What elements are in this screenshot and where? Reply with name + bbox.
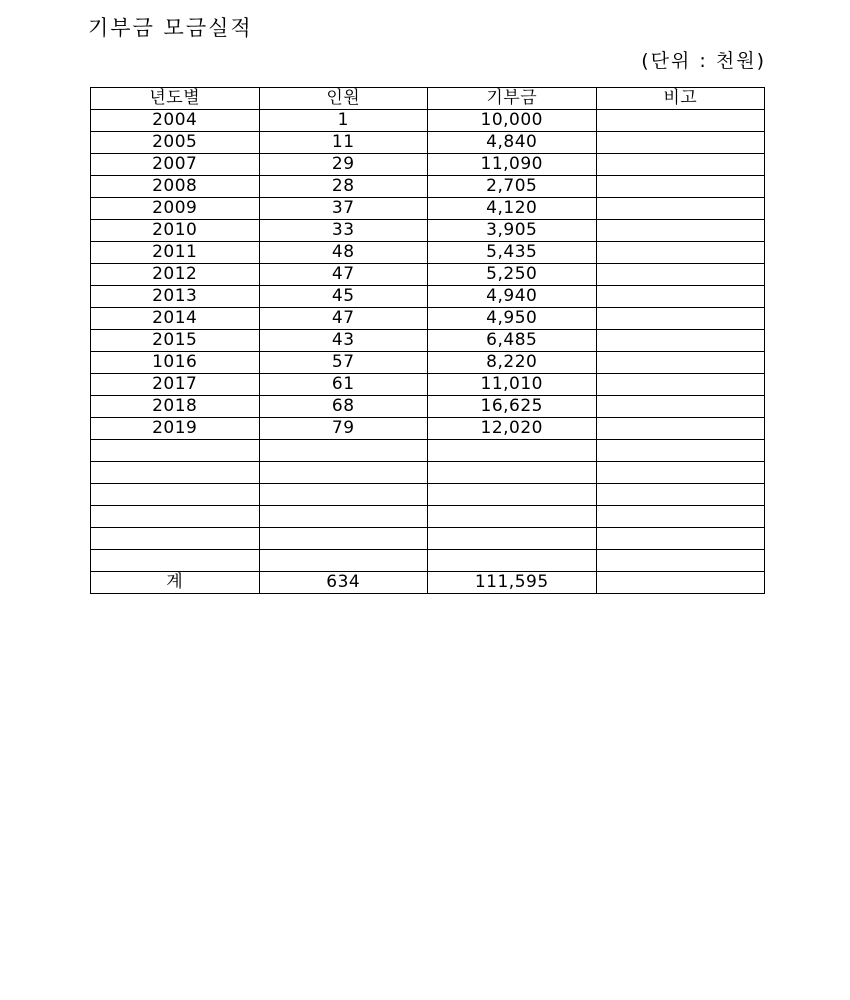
- header-remarks: 비고: [596, 88, 765, 110]
- cell-remarks: [596, 242, 765, 264]
- table-row: [91, 154, 765, 176]
- cell-people: 33: [259, 220, 428, 242]
- cell-year: [91, 528, 260, 550]
- cell-remarks: [596, 330, 765, 352]
- table-row: [91, 418, 765, 440]
- cell-people: 11: [259, 132, 428, 154]
- cell-remarks: [596, 198, 765, 220]
- page-title: 기부금 모금실적: [88, 16, 253, 40]
- cell-donation: 12,020: [428, 418, 597, 440]
- cell-people: 29: [259, 154, 428, 176]
- header-people: 인원: [259, 88, 428, 110]
- cell-remarks: [596, 506, 765, 528]
- cell-year: [91, 484, 260, 506]
- cell-donation: 11,010: [428, 374, 597, 396]
- total-remarks: [596, 572, 765, 594]
- cell-donation: 4,950: [428, 308, 597, 330]
- cell-people: 28: [259, 176, 428, 198]
- cell-remarks: [596, 484, 765, 506]
- cell-people: 68: [259, 396, 428, 418]
- table-row: [91, 374, 765, 396]
- cell-year: 2018: [91, 396, 260, 418]
- cell-year: 2017: [91, 374, 260, 396]
- cell-donation: 5,250: [428, 264, 597, 286]
- header-donation: 기부금: [428, 88, 597, 110]
- table-row: [91, 440, 765, 462]
- unit-label: (단위 : 천원): [641, 50, 766, 72]
- table-total-row: [91, 572, 765, 594]
- table-row: [91, 396, 765, 418]
- cell-remarks: [596, 440, 765, 462]
- cell-year: 2010: [91, 220, 260, 242]
- cell-year: 2009: [91, 198, 260, 220]
- cell-donation: [428, 440, 597, 462]
- table-row: [91, 110, 765, 132]
- cell-people: 57: [259, 352, 428, 374]
- cell-people: [259, 528, 428, 550]
- cell-people: 37: [259, 198, 428, 220]
- cell-year: 2011: [91, 242, 260, 264]
- cell-year: [91, 462, 260, 484]
- cell-remarks: [596, 286, 765, 308]
- cell-people: 61: [259, 374, 428, 396]
- cell-remarks: [596, 462, 765, 484]
- cell-remarks: [596, 308, 765, 330]
- cell-donation: 6,485: [428, 330, 597, 352]
- table-row: [91, 506, 765, 528]
- cell-people: 43: [259, 330, 428, 352]
- cell-donation: [428, 528, 597, 550]
- table-row: [91, 308, 765, 330]
- cell-year: 2019: [91, 418, 260, 440]
- table-row: [91, 176, 765, 198]
- table-row: [91, 484, 765, 506]
- cell-donation: 4,120: [428, 198, 597, 220]
- cell-remarks: [596, 374, 765, 396]
- cell-donation: 16,625: [428, 396, 597, 418]
- cell-year: [91, 506, 260, 528]
- cell-people: [259, 462, 428, 484]
- cell-donation: [428, 462, 597, 484]
- total-donation: 111,595: [428, 572, 597, 594]
- cell-donation: 10,000: [428, 110, 597, 132]
- table-row: [91, 330, 765, 352]
- cell-year: 2012: [91, 264, 260, 286]
- cell-people: [259, 506, 428, 528]
- cell-remarks: [596, 418, 765, 440]
- cell-people: [259, 440, 428, 462]
- cell-year: 2007: [91, 154, 260, 176]
- donation-table: [90, 87, 765, 594]
- cell-year: 2013: [91, 286, 260, 308]
- total-people: 634: [259, 572, 428, 594]
- table-row: [91, 528, 765, 550]
- cell-people: 48: [259, 242, 428, 264]
- table-row: [91, 352, 765, 374]
- table-row: [91, 132, 765, 154]
- cell-people: 47: [259, 264, 428, 286]
- cell-remarks: [596, 110, 765, 132]
- cell-donation: [428, 506, 597, 528]
- cell-people: 79: [259, 418, 428, 440]
- header-year: 년도별: [91, 88, 260, 110]
- cell-year: 2008: [91, 176, 260, 198]
- cell-remarks: [596, 176, 765, 198]
- cell-donation: 4,840: [428, 132, 597, 154]
- table-row: [91, 550, 765, 572]
- table-header-row: [91, 88, 765, 110]
- cell-remarks: [596, 264, 765, 286]
- cell-year: 2005: [91, 132, 260, 154]
- table-row: [91, 264, 765, 286]
- table-row: [91, 198, 765, 220]
- cell-year: 1016: [91, 352, 260, 374]
- cell-year: 2004: [91, 110, 260, 132]
- cell-remarks: [596, 220, 765, 242]
- cell-year: 2015: [91, 330, 260, 352]
- table-body: [91, 110, 765, 572]
- cell-remarks: [596, 528, 765, 550]
- cell-donation: 3,905: [428, 220, 597, 242]
- cell-remarks: [596, 132, 765, 154]
- cell-year: 2014: [91, 308, 260, 330]
- table-row: [91, 462, 765, 484]
- cell-donation: 11,090: [428, 154, 597, 176]
- cell-donation: 4,940: [428, 286, 597, 308]
- cell-year: [91, 550, 260, 572]
- table-row: [91, 220, 765, 242]
- cell-donation: 8,220: [428, 352, 597, 374]
- cell-year: [91, 440, 260, 462]
- cell-people: [259, 550, 428, 572]
- cell-donation: 5,435: [428, 242, 597, 264]
- cell-remarks: [596, 154, 765, 176]
- total-label: 계: [91, 572, 260, 594]
- cell-people: 1: [259, 110, 428, 132]
- cell-donation: [428, 550, 597, 572]
- cell-people: 47: [259, 308, 428, 330]
- cell-remarks: [596, 396, 765, 418]
- cell-people: [259, 484, 428, 506]
- cell-donation: 2,705: [428, 176, 597, 198]
- cell-remarks: [596, 352, 765, 374]
- cell-donation: [428, 484, 597, 506]
- cell-people: 45: [259, 286, 428, 308]
- cell-remarks: [596, 550, 765, 572]
- table-row: [91, 242, 765, 264]
- table-row: [91, 286, 765, 308]
